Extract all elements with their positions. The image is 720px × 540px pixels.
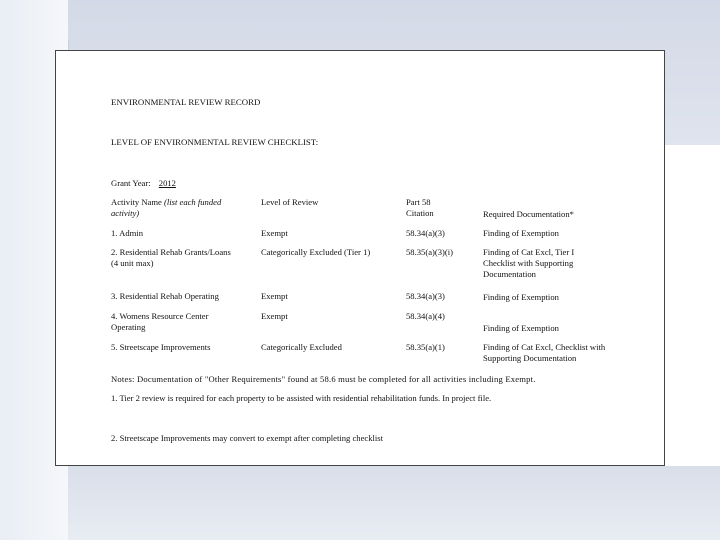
notes-main: Notes: Documentation of "Other Requirements" found at 58.6 must be completed for all activities including Exempt. [111,374,536,384]
row3-level: Exempt [261,291,288,301]
row2-documentation: Finding of Cat Excl, Tier I Checklist with Supporting Documentation [483,247,575,279]
header-required-documentation: Required Documentation* [483,209,574,219]
header-activity-name [111,197,251,219]
row5-activity: 5. Streetscape Improvements [111,342,211,352]
row4-citation: 58.34(a)(4) [406,311,445,321]
header-activity-note: (list each funded activity) [111,197,222,218]
note-1: 1. Tier 2 review is required for each property to be assisted with residential rehabilitation funds. In project file. [111,393,492,403]
background-bottom-band [68,466,720,540]
row5-documentation: Finding of Cat Excl, Checklist with Supporting Documentation [483,342,606,363]
row2-activity: 2. Residential Rehab Grants/Loans (4 unit max) [111,247,231,268]
grant-year-value: 2012 [158,178,176,188]
row4-documentation: Finding of Exemption [483,323,559,333]
row5-level: Categorically Excluded [261,342,342,352]
row4-activity: 4. Womens Resource Center Operating [111,311,209,332]
row3-activity: 3. Residential Rehab Operating [111,291,219,301]
row1-level: Exempt [261,228,288,238]
header-level-of-review: Level of Review [261,197,319,207]
note-2: 2. Streetscape Improvements may convert to exempt after completing checklist [111,433,384,443]
row1-documentation: Finding of Exemption [483,228,559,238]
checklist-title: LEVEL OF ENVIRONMENTAL REVIEW CHECKLIST: [111,137,319,147]
row2-level: Categorically Excluded (Tier 1) [261,247,371,257]
row5-citation: 58.35(a)(1) [406,342,445,352]
document-title: ENVIRONMENTAL REVIEW RECORD [111,97,261,107]
document-page [55,50,665,466]
row1-citation: 58.34(a)(3) [406,228,445,238]
row1-activity: 1. Admin [111,228,143,238]
row3-documentation: Finding of Exemption [483,292,559,302]
row2-citation: 58.35(a)(3)(i) [406,247,454,257]
grant-year [111,178,188,189]
grant-year-label: Grant Year: [111,178,151,188]
header-activity-label: Activity Name [111,197,164,207]
header-part58-citation: Part 58 Citation [406,197,434,218]
row4-level: Exempt [261,311,288,321]
row3-citation: 58.34(a)(3) [406,291,445,301]
